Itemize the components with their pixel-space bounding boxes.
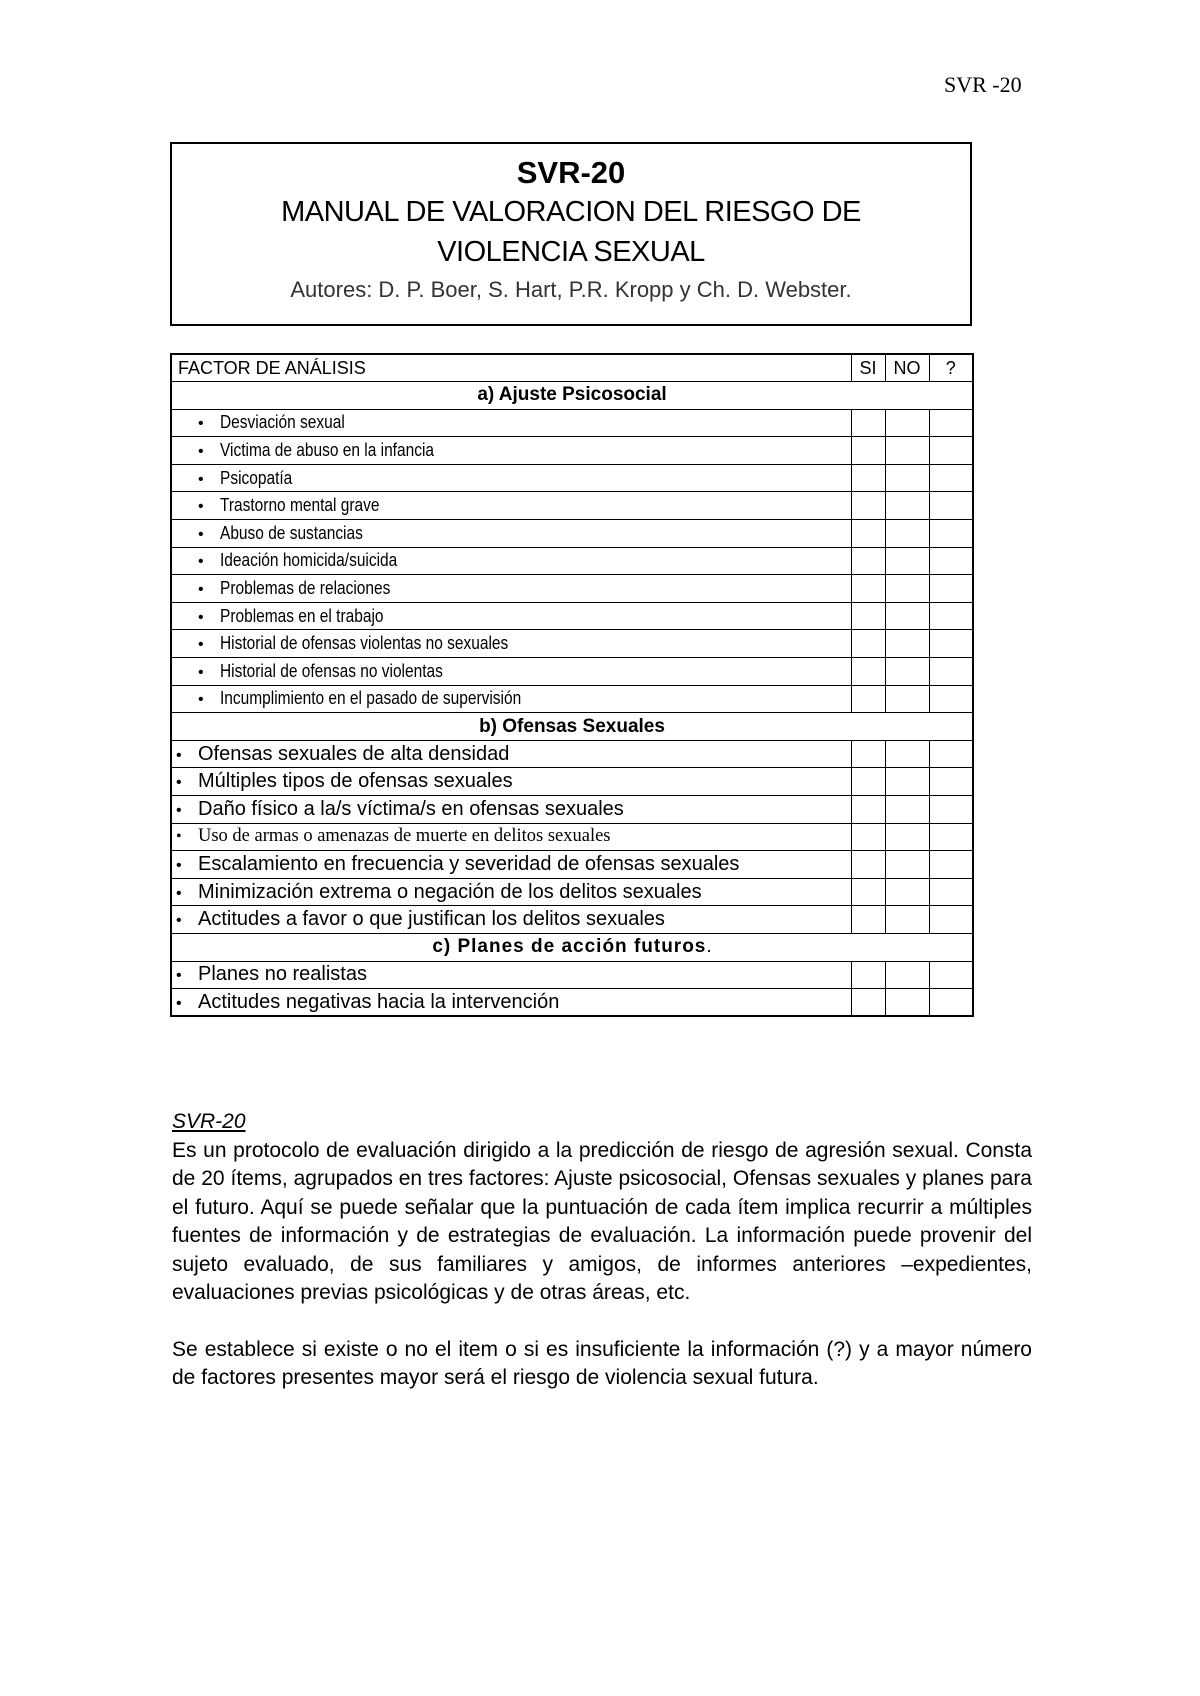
checkbox-si[interactable]: [851, 906, 885, 934]
factor-label: Desviación sexual: [220, 412, 345, 433]
checkbox-unknown[interactable]: [929, 768, 973, 796]
checkbox-unknown[interactable]: [929, 492, 973, 520]
table-row: [171, 492, 973, 520]
factor-label: Uso de armas o amenazas de muerte en delitos sexuales: [198, 826, 611, 847]
table-header-row: [171, 354, 973, 382]
section-c-title-cell: [171, 933, 973, 961]
checkbox-unknown[interactable]: [929, 740, 973, 768]
checkbox-unknown[interactable]: [929, 989, 973, 1017]
table-row: [171, 575, 973, 603]
section-c-title: c) Planes de acción futuros: [432, 936, 707, 958]
description-heading: SVR-20: [172, 1110, 246, 1133]
factors-table: [170, 353, 974, 1017]
factor-label: Ideación homicida/suicida: [220, 550, 398, 571]
factor-label: Historial de ofensas no violentas: [220, 660, 443, 681]
section-c-title-suffix: .: [706, 936, 712, 958]
checkbox-no[interactable]: [885, 851, 929, 879]
checkbox-no[interactable]: [885, 768, 929, 796]
factor-label: Planes no realistas: [198, 963, 367, 986]
checkbox-no[interactable]: [885, 602, 929, 630]
bullet-icon: •: [176, 994, 182, 1012]
checkbox-unknown[interactable]: [929, 851, 973, 879]
factor-label: Trastorno mental grave: [220, 495, 380, 516]
section-a-row: [171, 382, 973, 410]
table-row: [171, 602, 973, 630]
checkbox-unknown[interactable]: [929, 823, 973, 851]
header-factor: FACTOR DE ANÁLISIS: [171, 354, 851, 382]
checkbox-no[interactable]: [885, 437, 929, 465]
document-subtitle-line1: MANUAL DE VALORACION DEL RIESGO DE: [281, 196, 861, 228]
bullet-icon: •: [198, 581, 204, 599]
checkbox-unknown[interactable]: [929, 602, 973, 630]
factor-cell: [171, 630, 851, 658]
factor-label: Psicopatía: [220, 467, 293, 488]
factor-cell: [171, 768, 851, 796]
bullet-icon: •: [198, 636, 204, 654]
bullet-icon: •: [198, 443, 204, 461]
table-row: [171, 409, 973, 437]
bullet-icon: •: [176, 828, 182, 846]
checkbox-unknown[interactable]: [929, 658, 973, 686]
factor-cell: [171, 602, 851, 630]
title-box: [170, 142, 972, 326]
document-title: SVR-20: [516, 155, 626, 190]
table-row: [171, 989, 973, 1017]
checkbox-si[interactable]: [851, 851, 885, 879]
table-row: [171, 851, 973, 879]
checkbox-no[interactable]: [885, 961, 929, 989]
factor-cell: [171, 878, 851, 906]
table-row: [171, 685, 973, 713]
factor-label: Minimización extrema o negación de los delitos sexuales: [198, 880, 702, 903]
factor-cell: [171, 492, 851, 520]
checkbox-si[interactable]: [851, 768, 885, 796]
factor-cell: [171, 823, 851, 851]
description-paragraph-1: Es un protocolo de evaluación dirigido a la predicción de riesgo de agresión sexual. Consta de 20 ítems, agrupados en tres factores: Ajuste psicosocial, Ofensas sexuales y planes para el futuro. Aquí se puede señalar que la puntuación de cada ítem implica recurrir a múltiples fuentes de información y de estrategias de evaluación. La información puede provenir del sujeto evaluado, de sus familiares y amigos, de informes anteriores –expedientes, evaluaciones previas psicológicas y de otras áreas, etc.: [172, 1138, 1032, 1304]
checkbox-unknown[interactable]: [929, 630, 973, 658]
factor-label: Daño físico a la/s víctima/s en ofensas sexuales: [198, 797, 624, 820]
table-row: [171, 740, 973, 768]
factor-label: Problemas de relaciones: [220, 578, 391, 599]
section-a-title-cell: [171, 382, 973, 410]
description: [172, 1108, 1032, 1393]
bullet-icon: •: [176, 856, 182, 874]
bullet-icon: •: [176, 884, 182, 902]
checkbox-si[interactable]: [851, 658, 885, 686]
checkbox-si[interactable]: [851, 575, 885, 603]
checkbox-unknown[interactable]: [929, 961, 973, 989]
checkbox-no[interactable]: [885, 823, 929, 851]
factor-cell: [171, 575, 851, 603]
factor-cell: [171, 658, 851, 686]
factor-cell: [171, 851, 851, 879]
factor-cell: [171, 961, 851, 989]
bullet-icon: •: [176, 746, 182, 764]
bullet-icon: •: [176, 801, 182, 819]
checkbox-si[interactable]: [851, 740, 885, 768]
factor-label: Actitudes negativas hacia la intervención: [198, 990, 560, 1013]
factor-label: Actitudes a favor o que justifican los delitos sexuales: [198, 908, 665, 931]
checkbox-no[interactable]: [885, 878, 929, 906]
checkbox-si[interactable]: [851, 823, 885, 851]
checkbox-si[interactable]: [851, 602, 885, 630]
factor-cell: [171, 547, 851, 575]
bullet-icon: •: [198, 608, 204, 626]
page-header-code: SVR -20: [944, 72, 1022, 97]
document-subtitle-line2: VIOLENCIA SEXUAL: [437, 236, 705, 268]
checkbox-unknown[interactable]: [929, 878, 973, 906]
bullet-icon: •: [198, 415, 204, 433]
checkbox-no[interactable]: [885, 740, 929, 768]
checkbox-no[interactable]: [885, 685, 929, 713]
table-row: [171, 823, 973, 851]
header-no: NO: [885, 354, 929, 382]
checkbox-si[interactable]: [851, 437, 885, 465]
bullet-icon: •: [176, 912, 182, 930]
bullet-icon: •: [198, 498, 204, 516]
table-row: [171, 961, 973, 989]
factor-label: Ofensas sexuales de alta densidad: [198, 742, 510, 765]
bullet-icon: •: [198, 525, 204, 543]
table-row: [171, 464, 973, 492]
factor-cell: [171, 409, 851, 437]
header-si: SI: [851, 354, 885, 382]
section-b-row: [171, 713, 973, 741]
checkbox-si[interactable]: [851, 464, 885, 492]
factor-label: Problemas en el trabajo: [220, 605, 384, 626]
checkbox-no[interactable]: [885, 989, 929, 1017]
checkbox-no[interactable]: [885, 520, 929, 548]
checkbox-si[interactable]: [851, 630, 885, 658]
factor-cell: [171, 906, 851, 934]
factor-cell: [171, 520, 851, 548]
table-row: [171, 878, 973, 906]
factor-label: Historial de ofensas violentas no sexuales: [220, 633, 509, 654]
description-paragraph-2: Se establece si existe o no el item o si es insuficiente la información (?) y a mayor número de factores presentes mayor será el riesgo de violencia sexual futura.: [172, 1337, 1032, 1389]
checkbox-unknown[interactable]: [929, 547, 973, 575]
checkbox-no[interactable]: [885, 796, 929, 824]
checkbox-si[interactable]: [851, 492, 885, 520]
bullet-icon: •: [198, 663, 204, 681]
table-row: [171, 520, 973, 548]
checkbox-si[interactable]: [851, 520, 885, 548]
checkbox-si[interactable]: [851, 547, 885, 575]
checkbox-unknown[interactable]: [929, 437, 973, 465]
checkbox-unknown[interactable]: [929, 906, 973, 934]
checkbox-unknown[interactable]: [929, 520, 973, 548]
bullet-icon: •: [198, 553, 204, 571]
checkbox-si[interactable]: [851, 989, 885, 1017]
checkbox-si[interactable]: [851, 409, 885, 437]
factor-cell: [171, 989, 851, 1017]
checkbox-no[interactable]: [885, 492, 929, 520]
table-row: [171, 437, 973, 465]
checkbox-no[interactable]: [885, 906, 929, 934]
header-unknown: ?: [929, 354, 973, 382]
checkbox-no[interactable]: [885, 575, 929, 603]
factor-label: Victima de abuso en la infancia: [220, 440, 434, 461]
bullet-icon: •: [176, 967, 182, 985]
checkbox-no[interactable]: [885, 630, 929, 658]
checkbox-si[interactable]: [851, 878, 885, 906]
table-row: [171, 630, 973, 658]
section-c-row: [171, 933, 973, 961]
checkbox-unknown[interactable]: [929, 796, 973, 824]
table-row: [171, 796, 973, 824]
checkbox-unknown[interactable]: [929, 409, 973, 437]
table-row: [171, 768, 973, 796]
table-row: [171, 658, 973, 686]
checkbox-si[interactable]: [851, 796, 885, 824]
factor-cell: [171, 796, 851, 824]
section-b-title: b) Ofensas Sexuales: [479, 715, 665, 737]
checkbox-no[interactable]: [885, 464, 929, 492]
bullet-icon: •: [198, 470, 204, 488]
factor-cell: [171, 740, 851, 768]
factor-label: Múltiples tipos de ofensas sexuales: [198, 770, 513, 793]
checkbox-si[interactable]: [851, 961, 885, 989]
factor-label: Incumplimiento en el pasado de supervisión: [220, 688, 522, 709]
checkbox-no[interactable]: [885, 409, 929, 437]
factor-label: Abuso de sustancias: [220, 522, 363, 543]
factor-cell: [171, 685, 851, 713]
table-row: [171, 547, 973, 575]
bullet-icon: •: [176, 774, 182, 792]
bullet-icon: •: [198, 691, 204, 709]
checkbox-unknown[interactable]: [929, 464, 973, 492]
table-row: [171, 906, 973, 934]
section-b-title-cell: [171, 713, 973, 741]
checkbox-unknown[interactable]: [929, 575, 973, 603]
checkbox-si[interactable]: [851, 685, 885, 713]
factor-cell: [171, 464, 851, 492]
factor-cell: [171, 437, 851, 465]
document-authors: Autores: D. P. Boer, S. Hart, P.R. Kropp y Ch. D. Webster.: [290, 277, 852, 302]
checkbox-no[interactable]: [885, 658, 929, 686]
checkbox-unknown[interactable]: [929, 685, 973, 713]
checkbox-no[interactable]: [885, 547, 929, 575]
factor-label: Escalamiento en frecuencia y severidad de ofensas sexuales: [198, 852, 740, 875]
section-a-title: a) Ajuste Psicosocial: [477, 384, 667, 406]
